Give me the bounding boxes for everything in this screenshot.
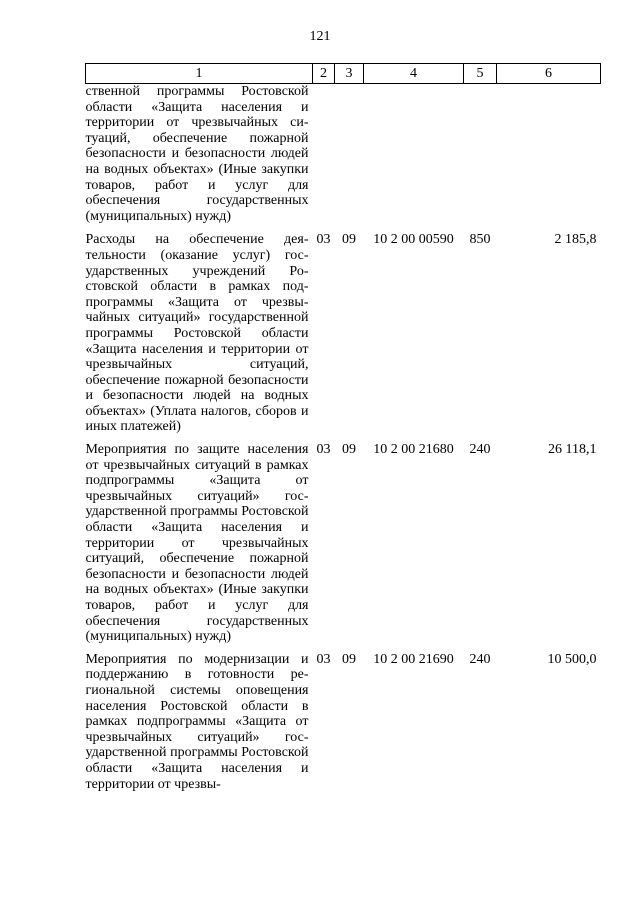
header-col-4: 4 xyxy=(364,64,464,84)
row-target-article xyxy=(364,84,464,233)
row-section: 03 xyxy=(316,232,331,248)
table-row xyxy=(86,232,601,442)
header-col-5: 5 xyxy=(464,64,497,84)
row-expense-type: 850 xyxy=(469,232,491,248)
header-col-1: 1 xyxy=(86,64,313,84)
row-amount: 2 185,8 xyxy=(554,232,597,248)
table-header-row xyxy=(86,64,601,84)
table-row xyxy=(86,84,601,233)
budget-table xyxy=(85,63,601,799)
header-col-3: 3 xyxy=(335,64,364,84)
page-number: 121 xyxy=(309,29,331,44)
row-subsection xyxy=(335,84,364,233)
row-target-article: 10 2 00 00590 xyxy=(373,232,454,248)
row-amount: 10 500,0 xyxy=(547,651,597,667)
row-expense-type: 240 xyxy=(469,651,491,667)
row-expense-type: 240 xyxy=(469,442,491,458)
row-amount xyxy=(497,84,601,233)
row-subsection: 09 xyxy=(342,232,356,248)
row-section: 03 xyxy=(316,651,331,667)
row-description: Мероприятия по модернизации и поддержанию в готовности региональной системы оповещения населения Ростовской области в рамках подпрограммы «Защита от чрезвычайных ситуаций» государственной программы Ростовской области «Защита населения и территории от чрезвы- xyxy=(85,651,309,792)
row-target-article: 10 2 00 21690 xyxy=(373,651,454,667)
row-subsection: 09 xyxy=(342,651,356,667)
header-col-6: 6 xyxy=(497,64,601,84)
table-row xyxy=(86,652,601,799)
table-row xyxy=(86,442,601,652)
row-amount: 26 118,1 xyxy=(548,442,597,458)
row-section: 03 xyxy=(316,442,331,458)
header-col-2: 2 xyxy=(313,64,335,84)
row-expense-type xyxy=(464,84,497,233)
row-description: ственной программы Ростовской области «Защита населения и территории от чрезвычайных ситуаций, обеспечение пожарной безопасности и безопасности людей на водных объектах» (Иные закупки товаров, работ и услуг для обеспечения государственных (муниципальных) нужд) xyxy=(85,84,309,224)
row-section xyxy=(313,84,335,233)
row-target-article: 10 2 00 21680 xyxy=(373,442,454,458)
row-subsection: 09 xyxy=(342,442,356,458)
row-description: Мероприятия по защите населения от чрезвычайных ситуаций в рамках подпрограммы «Защита от чрезвычайных ситуаций» государственной программы Ростовской области «Защита населения и территории от чрезвычайных ситуаций, обеспечение пожарной безопасности и безопасности людей на водных объектах» (Иные закупки товаров, работ и услуг для обеспечения государственных (муниципальных) нужд) xyxy=(85,442,309,645)
row-description: Расходы на обеспечение деятельности (оказание услуг) государственных учреждений Ростовской области в рамках подпрограммы «Защита от чрезвычайных ситуаций» государственной программы Ростовской области «Защита населения и территории от чрезвычайных ситуаций, обеспечение пожарной безопасности и безопасности людей на водных объектах» (Уплата налогов, сборов и иных платежей) xyxy=(85,232,309,435)
